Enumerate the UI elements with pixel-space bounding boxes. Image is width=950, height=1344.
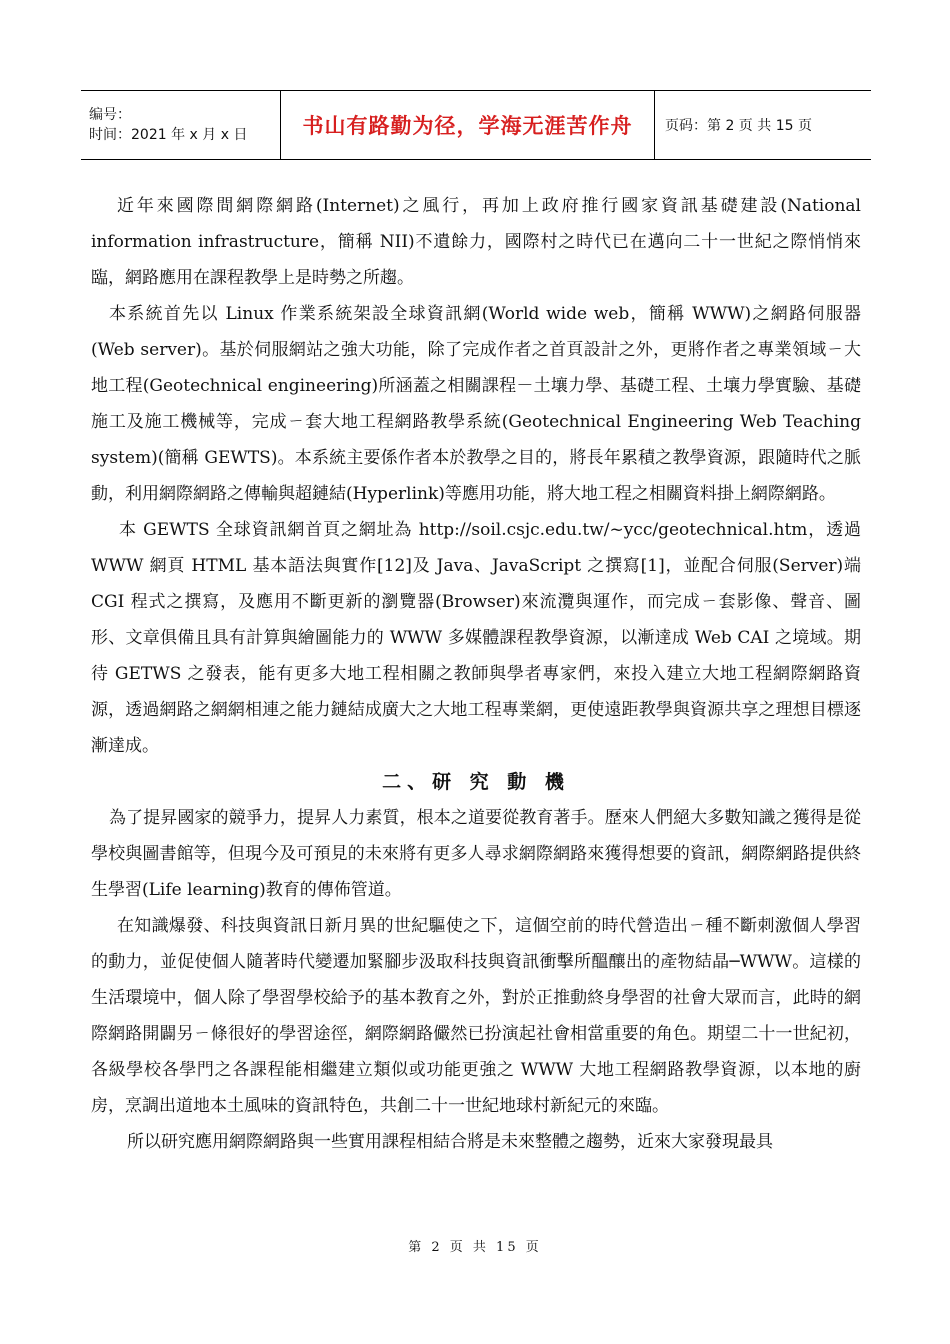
section-heading: 二、研 究 動 機 bbox=[382, 771, 570, 793]
paragraph: 本 GEWTS 全球資訊網首頁之網址為 http://soil.csjc.edu.tw/~ycc/geotechnical.htm，透過 WWW 網頁 HTML 基本語法與實作[12]及 Java、JavaScript 之撰寫[1]，並配合伺服(Server)端 CGI 程式之撰寫，及應用不斷更新的瀏覽器(Browser)來流灠與運作，而完成ㄧ套影像、聲音、圖形、文章俱備且具有計算與繪圖能力的 WWW 多媒體課程教學資源，以漸達成 Web CAI 之境域。期待 GETWS 之發表，能有更多大地工程相關之教師與學者專家們，來投入建立大地工程網際網路資源，透過網路之網網相連之能力鏈結成廣大之大地工程專業網，更使遠距教學與資源共享之理想目標逐漸達成。 bbox=[91, 520, 861, 756]
header-meta bbox=[81, 91, 281, 159]
number-label: 编号： bbox=[89, 107, 131, 123]
paragraph: 近年來國際間網際網路(Internet)之風行，再加上政府推行國家資訊基礎建設(National information infrastructure，簡稱 NII)不遺餘力，國際村之時代已在邁向二十一世紀之際悄悄來臨，網路應用在課程教學上是時勢之所趨。 bbox=[91, 196, 861, 288]
header-page-cell bbox=[655, 91, 871, 159]
page-code: 页码：第 2 页 共 15 页 bbox=[665, 118, 812, 134]
paragraph: 所以研究應用網際網路與一些實用課程相結合將是未來整體之趨勢，近來大家發現最具 bbox=[127, 1132, 773, 1152]
header-motto-cell bbox=[281, 91, 655, 159]
motto-text: 书山有路勤为径，学海无涯苦作舟 bbox=[302, 114, 633, 138]
paragraph: 在知識爆發、科技與資訊日新月異的世紀驅使之下，這個空前的時代營造出ㄧ種不斷刺激個人學習的動力，並促使個人隨著時代變遷加緊腳步汲取科技與資訊衝擊所醞釀出的產物結晶─WWW。這樣的生活環境中，個人除了學習學校給予的基本教育之外，對於正推動終身學習的社會大眾而言，此時的網際網路開闢另ㄧ條很好的學習途徑，網際網路儼然已扮演起社會相當重要的角色。期望二十一世紀初，各級學校各學門之各課程能相繼建立類似或功能更強之 WWW 大地工程網路教學資源，以本地的廚房，烹調出道地本土風味的資訊特色，共創二十一世紀地球村新紀元的來臨。 bbox=[91, 916, 861, 1116]
document-body bbox=[91, 188, 861, 1160]
document-header bbox=[81, 90, 871, 160]
paragraph: 本系統首先以 Linux 作業系統架設全球資訊網(World wide web，簡稱 WWW)之網路伺服器(Web server)。基於伺服網站之強大功能，除了完成作者之首頁設計之外，更將作者之專業領域ㄧ大地工程(Geotechnical engineering)所涵蓋之相關課程－土壤力學、基礎工程、土壤力學實驗、基礎施工及施工機械等，完成ㄧ套大地工程網路教學系統(Geotechnical Engineering Web Teaching system)(簡稱 GEWTS)。本系統主要係作者本於教學之目的，將長年累積之教學資源，跟隨時代之脈動，利用網際網路之傳輸與超鏈結(Hyperlink)等應用功能，將大地工程之相關資料掛上網際網路。 bbox=[91, 304, 861, 504]
page-footer: 第 2 页 共 15 页 bbox=[408, 1240, 542, 1255]
time-label: 时间：2021 年 x 月 x 日 bbox=[89, 127, 248, 143]
paragraph: 為了提昇國家的競爭力，提昇人力素質，根本之道要從教育著手。歷來人們絕大多數知識之獲得是從學校與圖書館等，但現今及可預見的未來將有更多人尋求網際網路來獲得想要的資訊，網際網路提供終生學習(Life learning)教育的傳佈管道。 bbox=[91, 808, 861, 900]
